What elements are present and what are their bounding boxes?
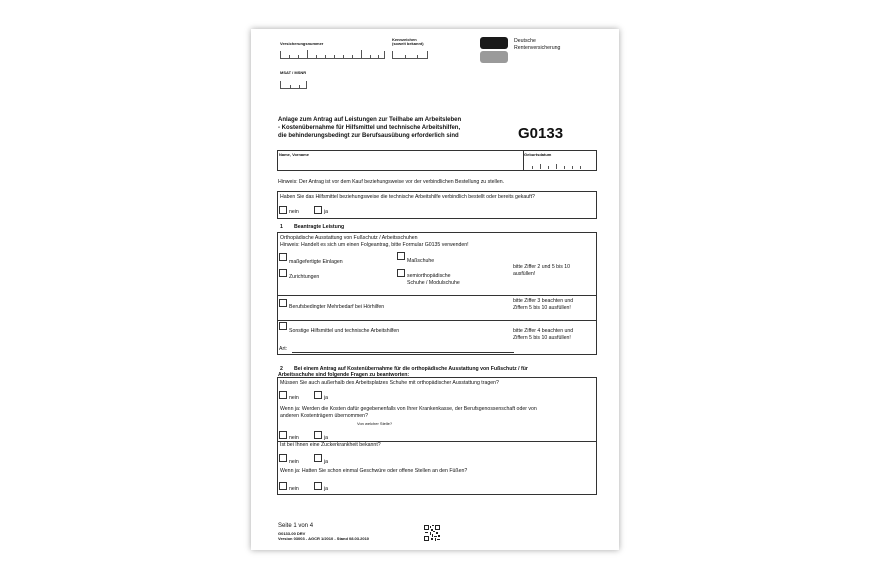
q2-text-line1: Wenn ja: Werden die Kosten dafür gegebenenfalls von Ihrer Krankenkasse, der Berufsgenossenschaft oder von (280, 406, 537, 412)
q2-ja-checkbox[interactable] (314, 431, 322, 439)
org-name-line1: Deutsche (514, 38, 536, 44)
q1-ja-label: ja (324, 395, 329, 401)
sonstige-checkbox[interactable] (279, 322, 287, 330)
footer-code: G0133-00 DRV (278, 531, 306, 536)
massschuhe-checkbox[interactable] (397, 252, 405, 260)
hoerhilfen-label: Berufsbedingter Mehrbedarf bei Hörhilfen (289, 304, 385, 310)
q3-nein-checkbox[interactable] (279, 454, 287, 462)
zurichtungen-label: Zurichtungen (289, 274, 320, 280)
q4-nein-checkbox[interactable] (279, 482, 287, 490)
bestellt-nein-label: nein (289, 209, 299, 215)
name-label: Name, Vorname (279, 152, 309, 157)
section1-title: Beantragte Leistung (294, 224, 345, 230)
note3-line2: Ziffern 5 bis 10 ausfüllen! (513, 335, 571, 341)
q1-nein-label: nein (289, 395, 299, 401)
section2-number: 2 (280, 366, 283, 372)
msat-label: MSAT / MSNR (280, 70, 307, 75)
art-label: Art: (279, 346, 288, 352)
semiortho-checkbox[interactable] (397, 269, 405, 277)
note3-line1: bitte Ziffer 4 beachten und (513, 328, 574, 334)
section1-number: 1 (280, 224, 283, 230)
barcode-icon (424, 525, 440, 541)
einlagen-checkbox[interactable] (279, 253, 287, 261)
q2-nein-label: nein (289, 435, 299, 441)
hoerhilfen-checkbox[interactable] (279, 299, 287, 307)
versicherungsnummer-label: Versicherungsnummer (280, 41, 324, 46)
title-line2: - Kostenübernahme für Hilfsmittel und technische Arbeitshilfen, (278, 125, 461, 131)
bestellt-question: Haben Sie das Hilfsmittel beziehungsweise die technische Arbeitshilfe verbindlich bestellt oder bereits gekauft? (280, 194, 535, 200)
kennzeichen-label: Kennzeichen (392, 37, 417, 42)
q2-text-line2: anderen Kostenträgern übernommen? (280, 413, 368, 419)
versicherungsnummer-field[interactable] (280, 51, 385, 59)
q3-text: Ist bei Ihnen eine Zuckerkrankheit bekannt? (280, 442, 381, 448)
ortho-title: Orthopädische Ausstattung von Fußschutz / Arbeitsschuhen (280, 235, 418, 241)
geburtsdatum-label: Geburtsdatum (524, 152, 552, 157)
q2-sub-label: Von welcher Stelle? (357, 421, 393, 426)
q2-ja-label: ja (324, 435, 329, 441)
bestellt-ja-checkbox[interactable] (314, 206, 322, 214)
msat-field[interactable] (280, 81, 307, 89)
sonstige-label: Sonstige Hilfsmittel und technische Arbeitshilfen (289, 328, 400, 334)
kennzeichen-note: (soweit bekannt) (392, 41, 424, 46)
name-input[interactable] (280, 159, 518, 169)
org-name-line2: Rentenversicherung (514, 45, 561, 51)
zurichtungen-checkbox[interactable] (279, 269, 287, 277)
semiortho-label-line1: semiorthopädische (407, 273, 451, 279)
q3-ja-label: ja (324, 459, 329, 465)
art-input-line[interactable] (292, 352, 514, 353)
footer-version: Version 03003 - AGCR 1/2010 - Stand 08.03.2010 (278, 536, 370, 541)
title-line1: Anlage zum Antrag auf Leistungen zur Teilhabe am Arbeitsleben (278, 117, 462, 123)
semiortho-label-line2: Schuhe / Modulschuhe (407, 280, 460, 286)
section2-title-line2: Arbeitsschuhe sind folgende Fragen zu beantworten: (278, 372, 410, 378)
q4-ja-label: ja (324, 486, 329, 492)
note2-line1: bitte Ziffer 3 beachten und (513, 298, 574, 304)
q4-text: Wenn ja: Hatten Sie schon einmal Geschwüre oder offene Stellen an den Füßen? (280, 468, 468, 474)
title-line3: die behinderungsbedingt zur Berufsausübung erforderlich sind (278, 133, 459, 139)
note1-line2: ausfüllen! (513, 271, 536, 277)
q3-ja-checkbox[interactable] (314, 454, 322, 462)
form-code: G0133 (518, 125, 564, 142)
note2-line2: Ziffern 5 bis 10 ausfüllen! (513, 305, 571, 311)
footer-page: Seite 1 von 4 (278, 523, 314, 529)
kennzeichen-field[interactable] (392, 51, 428, 59)
ortho-hint: Hinweis: Handelt es sich um einen Folgeantrag, bitte Formular G0135 verwenden! (280, 242, 469, 248)
bestellt-nein-checkbox[interactable] (279, 206, 287, 214)
bestellt-ja-label: ja (324, 209, 329, 215)
form-page (251, 29, 619, 550)
q2-nein-checkbox[interactable] (279, 431, 287, 439)
q3-nein-label: nein (289, 459, 299, 465)
hinweis-text: Hinweis: Der Antrag ist vor dem Kauf beziehungsweise vor der verbindlichen Bestellung zu stellen. (278, 179, 505, 185)
massschuhe-label: Maßschuhe (407, 258, 435, 264)
section2-title-line1: Bei einem Antrag auf Kostenübernahme für die orthopädische Ausstattung von Fußschutz / für (294, 366, 528, 372)
q1-nein-checkbox[interactable] (279, 391, 287, 399)
q1-text: Müssen Sie auch außerhalb des Arbeitsplatzes Schuhe mit orthopädischer Ausstattung tragen? (280, 380, 499, 386)
q1-ja-checkbox[interactable] (314, 391, 322, 399)
note1-line1: bitte Ziffer 2 und 5 bis 10 (513, 264, 571, 270)
geburtsdatum-input[interactable] (524, 162, 590, 169)
drv-logo-icon (480, 37, 508, 63)
q4-ja-checkbox[interactable] (314, 482, 322, 490)
einlagen-label: maßgefertigte Einlagen (289, 259, 343, 265)
q4-nein-label: nein (289, 486, 299, 492)
